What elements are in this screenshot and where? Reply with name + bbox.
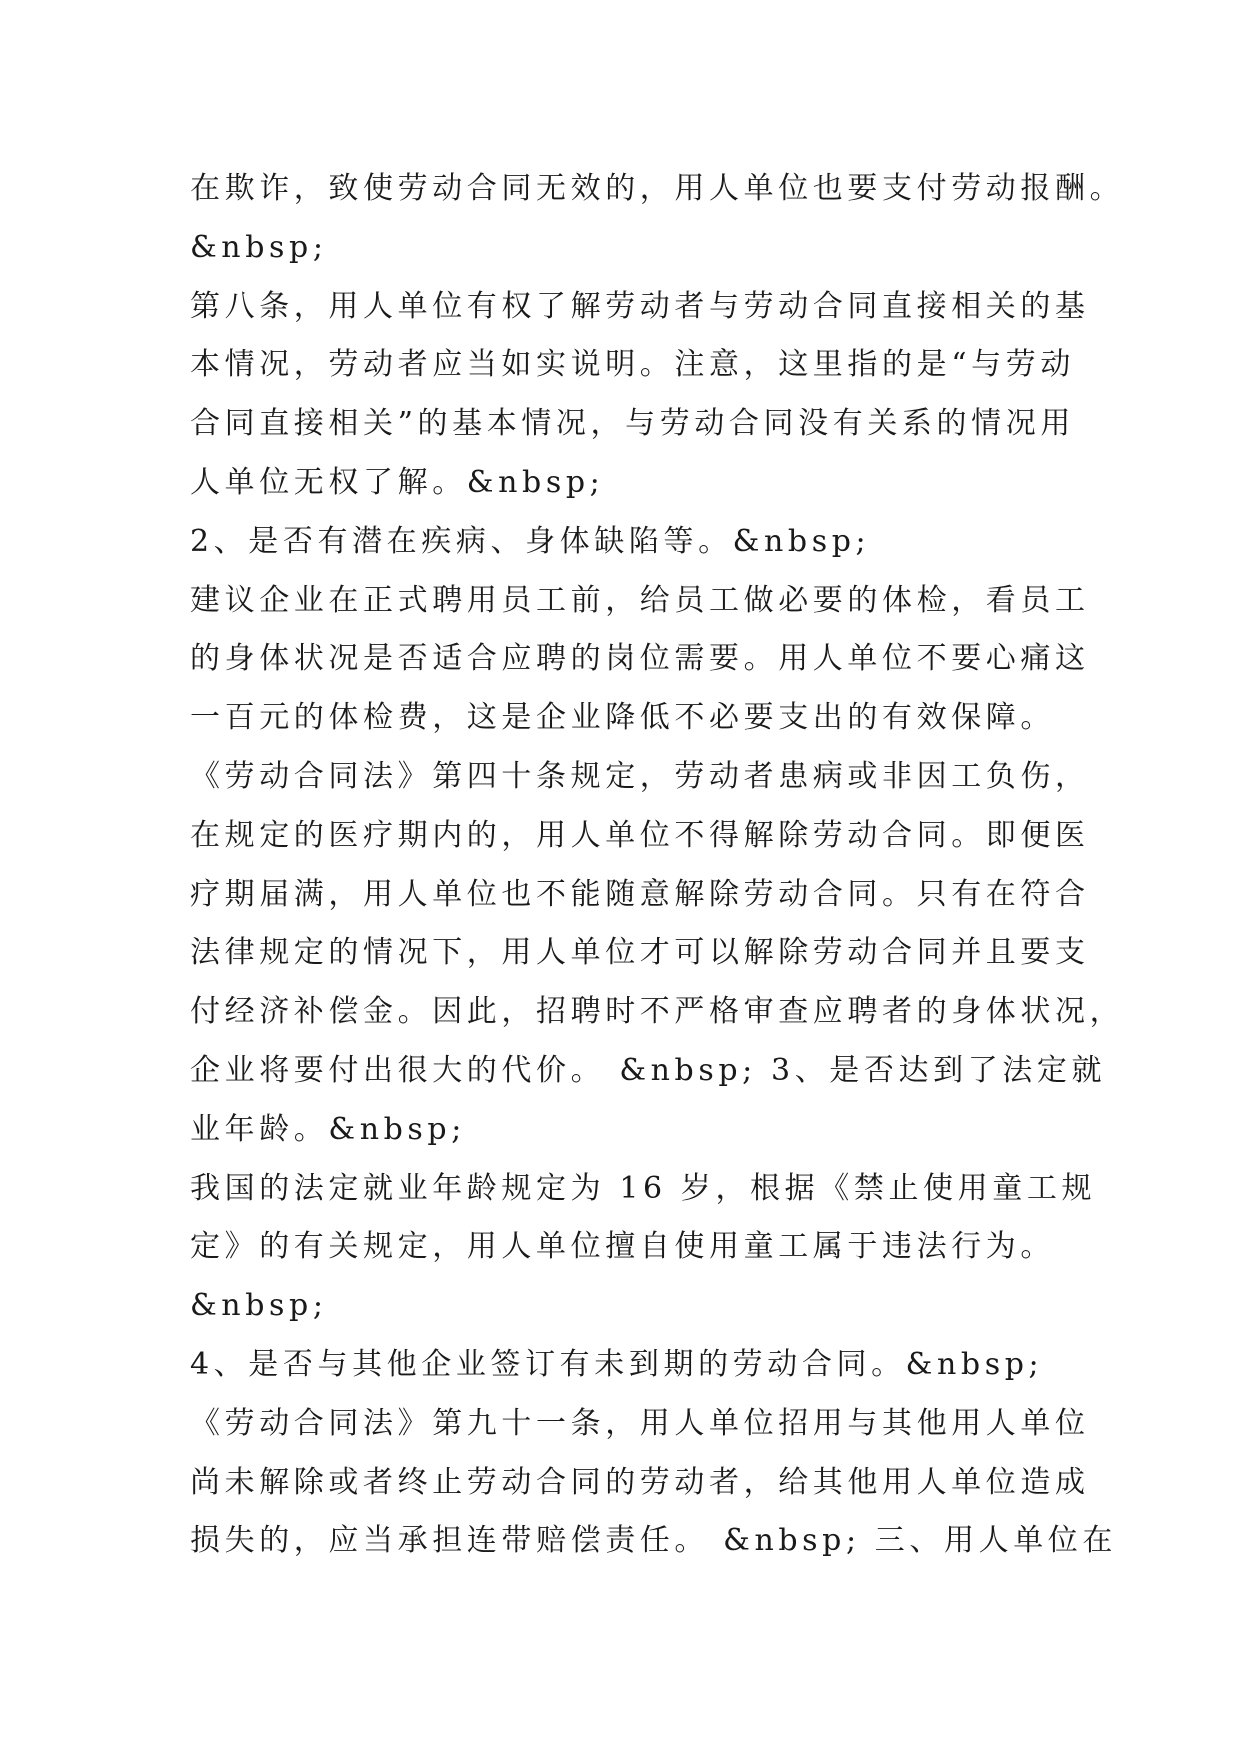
text-line: &nbsp; xyxy=(190,229,328,265)
text-line: 一百元的体检费，这是企业降低不必要支出的有效保障。 xyxy=(190,700,1055,736)
text-line: 2、是否有潜在疾病、身体缺陷等。&nbsp; xyxy=(190,523,871,559)
text-line: 4、是否与其他企业签订有未到期的劳动合同。&nbsp; xyxy=(190,1346,1044,1382)
text-line: 在欺诈，致使劳动合同无效的，用人单位也要支付劳动报酬。 xyxy=(190,171,1125,206)
text-line: 《劳动合同法》第九十一条，用人单位招用与其他用人单位 xyxy=(190,1405,1090,1441)
text-line: &nbsp; xyxy=(190,1288,328,1324)
document-body xyxy=(190,160,1125,1571)
text-line: 损失的，应当承担连带赔偿责任。 &nbsp; 三、用人单位在 xyxy=(190,1523,1118,1559)
text-line: 我国的法定就业年龄规定为 16 岁，根据《禁止使用童工规 xyxy=(190,1170,1097,1206)
text-line: 定》的有关规定，用人单位擅自使用童工属于违法行为。 xyxy=(190,1229,1055,1265)
text-line: 企业将要付出很大的代价。 &nbsp; 3、是否达到了法定就 xyxy=(190,1052,1107,1088)
text-line: 法律规定的情况下，用人单位才可以解除劳动合同并且要支 xyxy=(190,935,1090,971)
text-line: 付经济补偿金。因此，招聘时不严格审查应聘者的身体状况， xyxy=(190,994,1125,1030)
text-line: 《劳动合同法》第四十条规定，劳动者患病或非因工负伤， xyxy=(190,758,1090,794)
text-line: 的身体状况是否适合应聘的岗位需要。用人单位不要心痛这 xyxy=(190,641,1090,677)
text-line: 建议企业在正式聘用员工前，给员工做必要的体检，看员工 xyxy=(190,582,1090,618)
text-line: 业年龄。&nbsp; xyxy=(190,1111,466,1147)
text-line: 合同直接相关”的基本情况，与劳动合同没有关系的情况用 xyxy=(190,406,1075,442)
text-line: 在规定的医疗期内的，用人单位不得解除劳动合同。即便医 xyxy=(190,817,1090,853)
text-line: 本情况，劳动者应当如实说明。注意，这里指的是“与劳动 xyxy=(190,347,1075,383)
text-line: 疗期届满，用人单位也不能随意解除劳动合同。只有在符合 xyxy=(190,876,1090,912)
text-line: 第八条，用人单位有权了解劳动者与劳动合同直接相关的基 xyxy=(190,288,1090,324)
text-line: 尚未解除或者终止劳动合同的劳动者，给其他用人单位造成 xyxy=(190,1464,1090,1500)
text-line: 人单位无权了解。&nbsp; xyxy=(190,464,605,500)
